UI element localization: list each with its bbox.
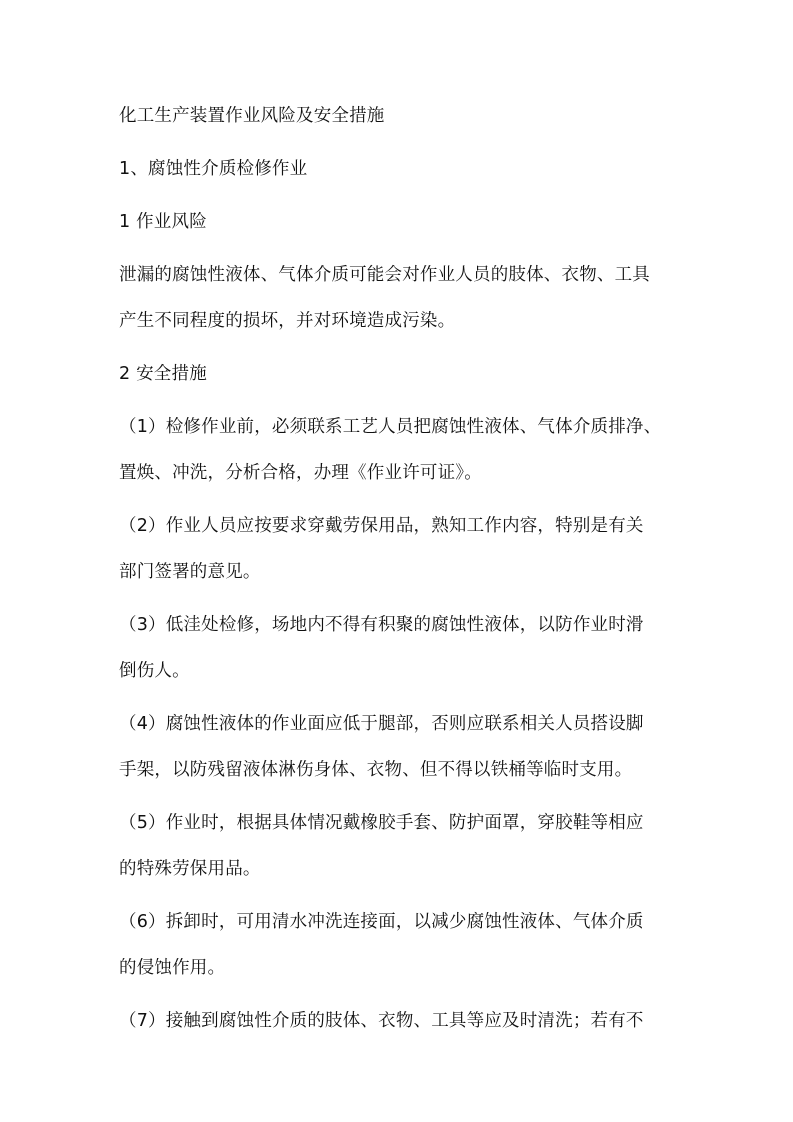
document-title <box>119 102 675 131</box>
paragraph-line: 手架，以防残留液体淋伤身体、衣物、但不得以铁桶等临时支用。 <box>119 760 633 780</box>
measure-item-3 <box>119 611 675 686</box>
paragraph-line: 倒伤人。 <box>119 661 190 681</box>
paragraph-line: （6）拆卸时，可用清水冲洗连接面，以减少腐蚀性液体、气体介质 <box>119 912 644 932</box>
measure-item-6 <box>119 908 675 983</box>
risk-paragraph <box>119 261 675 336</box>
paragraph-line: 的特殊劳保用品。 <box>119 859 261 879</box>
subsection-heading-text: 2 安全措施 <box>119 364 207 384</box>
subsection-heading-text: 1 作业风险 <box>119 212 207 232</box>
subsection-heading-measures <box>119 360 675 389</box>
subsection-heading-risk <box>119 208 675 237</box>
section-title-text: 1、腐蚀性介质检修作业 <box>119 159 308 179</box>
paragraph-line: （1）检修作业前，必须联系工艺人员把腐蚀性液体、气体介质排净、 <box>119 417 662 437</box>
paragraph-line: 的侵蚀作用。 <box>119 958 226 978</box>
paragraph-line: （3）低洼处检修，场地内不得有积聚的腐蚀性液体，以防作业时滑 <box>119 615 644 635</box>
document-title-text: 化工生产装置作业风险及安全措施 <box>119 106 385 126</box>
paragraph-line: 部门签署的意见。 <box>119 562 261 582</box>
paragraph-line: （2）作业人员应按要求穿戴劳保用品，熟知工作内容，特别是有关 <box>119 516 644 536</box>
measure-item-2 <box>119 512 675 587</box>
measure-item-5 <box>119 809 675 884</box>
measure-item-4 <box>119 710 675 785</box>
paragraph-line: （4）腐蚀性液体的作业面应低于腿部，否则应联系相关人员搭设脚 <box>119 714 644 734</box>
paragraph-line: 产生不同程度的损坏，并对环境造成污染。 <box>119 311 456 331</box>
paragraph-line: 置焕、冲洗，分析合格，办理《作业许可证》。 <box>119 463 482 483</box>
measure-item-1 <box>119 413 675 488</box>
measure-item-7 <box>119 1007 675 1036</box>
paragraph-line: 泄漏的腐蚀性液体、气体介质可能会对作业人员的肢体、衣物、工具 <box>119 265 650 285</box>
section-title <box>119 155 675 184</box>
paragraph-line: （7）接触到腐蚀性介质的肢体、衣物、工具等应及时清洗；若有不 <box>119 1011 644 1031</box>
document-body <box>119 102 675 1060</box>
paragraph-line: （5）作业时，根据具体情况戴橡胶手套、防护面罩，穿胶鞋等相应 <box>119 813 644 833</box>
